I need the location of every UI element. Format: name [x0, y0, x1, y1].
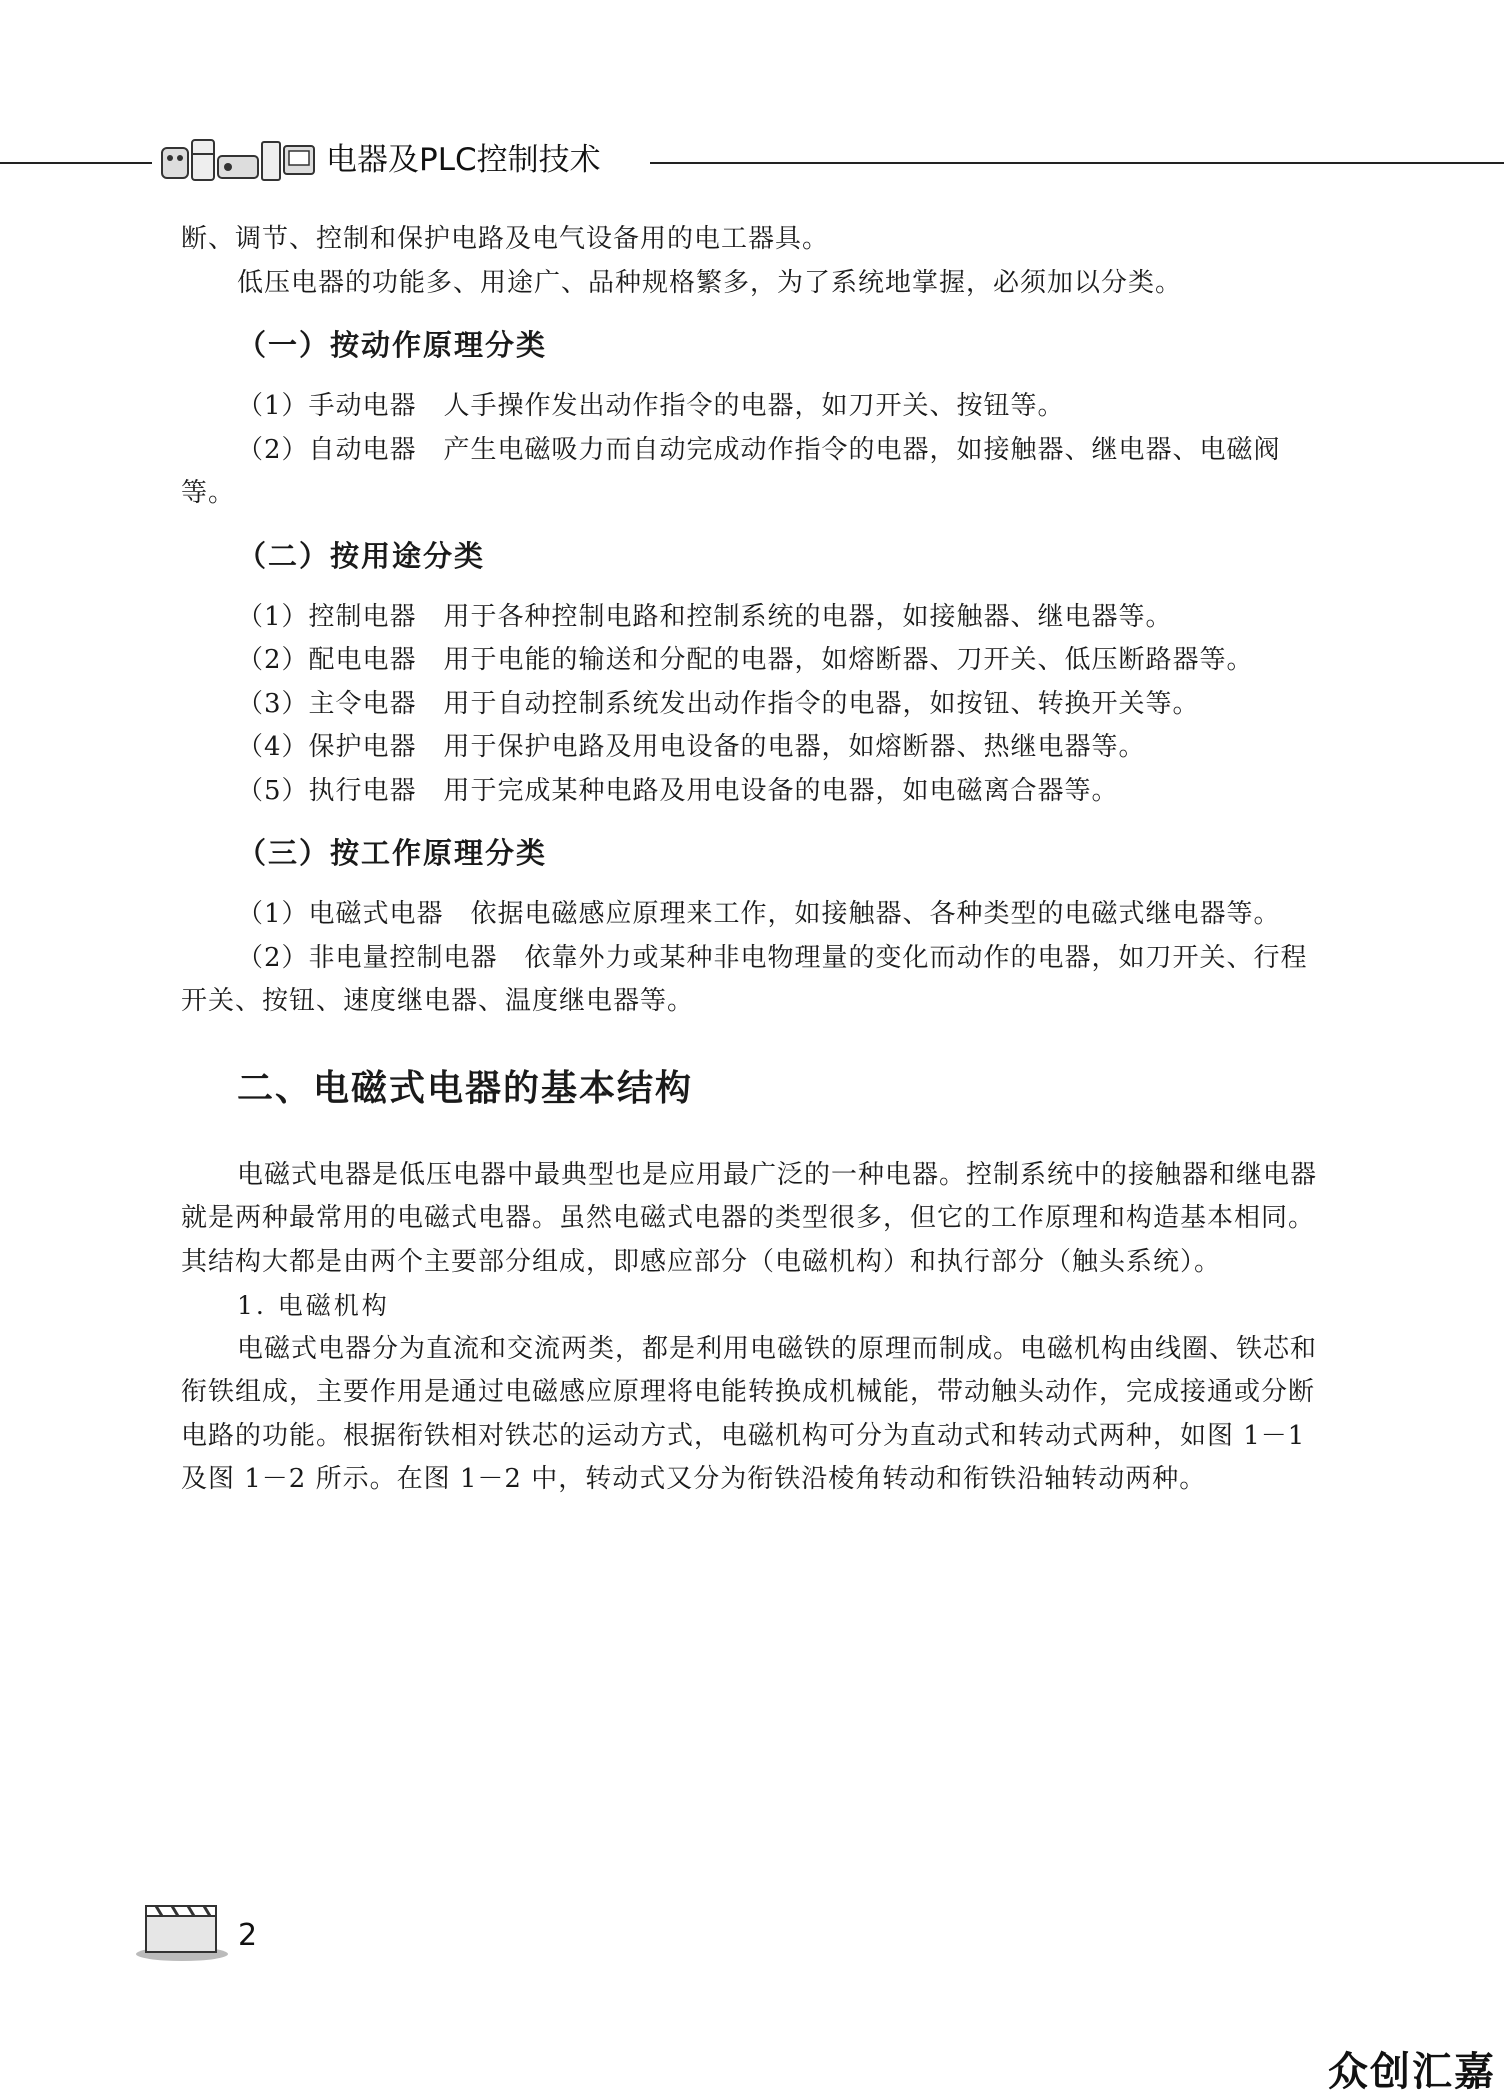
list-item: （3）主令电器 用于自动控制系统发出动作指令的电器，如按钮、转换开关等。 — [237, 688, 1200, 719]
page-content — [181, 218, 1321, 1502]
chapter-section-heading: 二、电磁式电器的基本结构 — [237, 1067, 694, 1109]
paragraph: 电磁式电器是低压电器中最典型也是应用最广泛的一种电器。控制系统中的接触器和继电器就是两种最常用的电磁式电器。虽然电磁式电器的类型很多，但它的工作原理和构造基本相同。其结构大都是由两个主要部分组成，即感应部分（电磁机构）和执行部分（触头系统）。 — [181, 1159, 1318, 1277]
paragraph: 断、调节、控制和保护电路及电气设备用的电工器具。 — [181, 224, 830, 254]
list-item: （1）控制电器 用于各种控制电路和控制系统的电器，如接触器、继电器等。 — [237, 601, 1173, 632]
list-item: （1）电磁式电器 依据电磁感应原理来工作，如接触器、各种类型的电磁式继电器等。 — [237, 899, 1281, 929]
watermark: 众创汇嘉 — [1328, 2049, 1496, 2095]
list-item: （2）自动电器 产生电磁吸力而自动完成动作指令的电器，如接触器、继电器、电磁阀等。 — [181, 434, 1281, 508]
subsection-heading: 1. 电磁机构 — [237, 1291, 390, 1320]
section-heading: （三）按工作原理分类 — [237, 836, 548, 870]
list-item: （4）保护电器 用于保护电路及用电设备的电器，如熔断器、热继电器等。 — [237, 732, 1146, 762]
clapperboard-icon — [132, 1892, 228, 1962]
page-header — [0, 128, 1504, 188]
list-item: （1）手动电器 人手操作发出动作指令的电器，如刀开关、按钮等。 — [237, 391, 1065, 421]
list-item: （5）执行电器 用于完成某种电路及用电设备的电器，如电磁离合器等。 — [237, 775, 1119, 806]
header-rule-left — [0, 162, 152, 164]
paragraph: 电磁式电器分为直流和交流两类，都是利用电磁铁的原理而制成。电磁机构由线圈、铁芯和衔铁组成，主要作用是通过电磁感应原理将电能转换成机械能，带动触头动作，完成接通或分断电路的功能。根据衔铁相对铁芯的运动方式，电磁机构可分为直动式和转动式两种，如图 1－1 及图 1－2 所示。在图 1－2 中，转动式又分为衔铁沿棱角转动和衔铁沿轴转动两种。 — [181, 1333, 1318, 1494]
section-heading: （二）按用途分类 — [237, 538, 486, 573]
book-title: 电器及PLC控制技术 — [326, 142, 601, 178]
header-rule-right — [650, 162, 1504, 164]
appliance-icons — [160, 136, 318, 184]
section-heading: （一）按动作原理分类 — [237, 328, 548, 362]
list-item: （2）非电量控制电器 依靠外力或某种非电物理量的变化而动作的电器，如刀开关、行程开关、按钮、速度继电器、温度继电器等。 — [181, 942, 1308, 1016]
paragraph: 低压电器的功能多、用途广、品种规格繁多，为了系统地掌握，必须加以分类。 — [237, 267, 1183, 298]
list-item: （2）配电电器 用于电能的输送和分配的电器，如熔断器、刀开关、低压断路器等。 — [237, 645, 1254, 675]
page-number: 2 — [238, 1918, 258, 1953]
